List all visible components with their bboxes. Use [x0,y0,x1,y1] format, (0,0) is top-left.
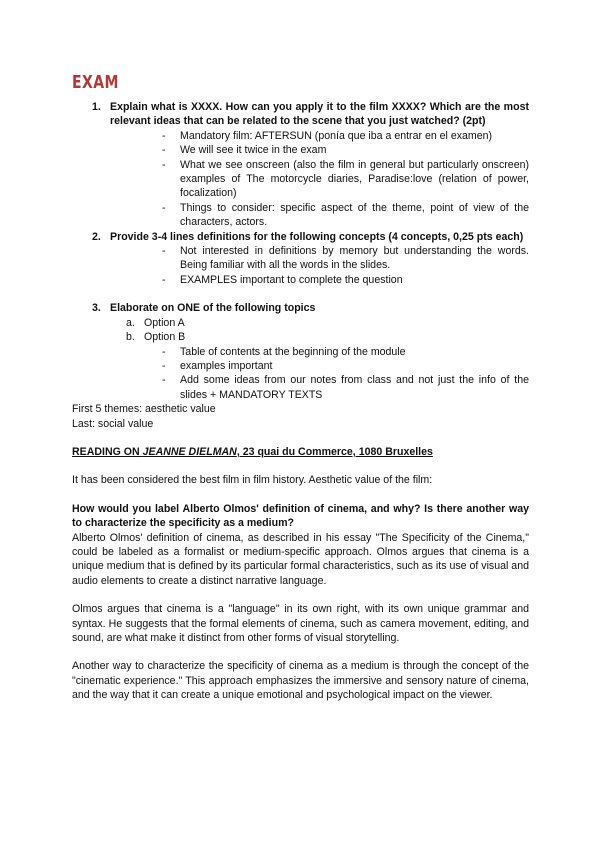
reading-heading: READING ON JEANNE DIELMAN, 23 quai du Commerce, 1080 Bruxelles [72,445,433,458]
dash-bullet-icon: - [162,273,166,286]
exam-title: EXAM [72,72,119,93]
question-2 [92,230,529,244]
list-item: - examples important [162,359,273,372]
themes-last: Last: social value [72,417,154,430]
spacer [72,488,529,502]
themes-first: First 5 themes: aesthetic value [72,403,216,416]
spacer [72,588,529,602]
dash-bullet-icon: - [162,374,166,387]
question-1-notes [162,129,529,230]
question-text: Provide 3-4 lines definitions for the following concepts (4 concepts, 0,25 pts each) [110,230,524,243]
question-2-notes [162,244,529,287]
question-3-notes [162,345,529,403]
question-number: 2. [92,230,101,243]
reading-paragraph-1: Alberto Olmos' definition of cinema, as described in his essay "The Specificity of the Cinema," could be labeled as a formalist or medium-specific approach. Olmos argues that cinema is a unique medium that is defined by its particular formal characteristics, such as its use of visual and audio elements to create a distinct narrative language. [72,531,529,587]
question-number: 3. [92,302,101,315]
document-page [72,72,529,703]
spacer [72,431,529,445]
list-item: - Table of contents at the beginning of the module [162,345,406,358]
spacer [72,459,529,473]
question-text: Explain what is XXXX. How can you apply it to the film XXXX? Which are the most relevant ideas that can be related to the scene that you just watched? (2pt) [110,101,529,128]
spacer [72,287,529,301]
list-item: - Add some ideas from our notes from class and not just the info of the slides + MANDATORY TEXTS [162,374,529,401]
dash-bullet-icon: - [162,129,166,142]
question-number: 1. [92,101,101,113]
dash-bullet-icon: - [162,359,166,372]
reading-paragraph-2: Olmos argues that cinema is a "language" in its own right, with its own unique grammar and syntax. He suggests that the formal elements of cinema, such as camera movement, editing, and sound, are what make it distinct from other forms of visual storytelling. [72,603,529,644]
list-item: - EXAMPLES important to complete the question [162,273,403,286]
reading-paragraph-3: Another way to characterize the specificity of cinema as a medium is through the concept of the "cinematic experience." This approach emphasizes the immersive and sensory nature of cinema, and the way that it can create a unique emotional and psychological impact on the viewer. [72,660,529,702]
question-1 [92,100,529,129]
spacer [72,645,529,659]
question-text: Elaborate on ONE of the following topics [110,302,316,315]
reading-intro: It has been considered the best film in film history. Aesthetic value of the film: [72,474,433,487]
dash-bullet-icon: - [162,245,166,258]
question-3 [92,301,529,315]
option-item: a. Option A [126,316,185,329]
film-title: JEANNE DIELMAN [142,445,237,458]
list-item: - We will see it twice in the exam [162,144,327,157]
dash-bullet-icon: - [162,345,166,358]
option-item: b. Option B [126,331,186,344]
list-item: - Not interested in definitions by memory but understanding the words. Being familiar with all the words in the slides. [162,245,529,272]
dash-bullet-icon: - [162,201,166,214]
reading-question: How would you label Alberto Olmos' definition of cinema, and why? Is there another way to characterize the specificity as a medium? [72,502,529,530]
list-item: - Mandatory film: AFTERSUN (ponía que iba a entrar en el examen) [162,129,493,142]
question-3-options [126,316,529,345]
list-item: - What we see onscreen (also the film in general but particularly onscreen) examples of The motorcycle diaries, Paradise:love (relation of power, focalization) [162,158,529,200]
list-item: - Things to consider: specific aspect of the theme, point of view of the characters, actors. [162,201,529,229]
dash-bullet-icon: - [162,144,166,157]
dash-bullet-icon: - [162,158,166,171]
